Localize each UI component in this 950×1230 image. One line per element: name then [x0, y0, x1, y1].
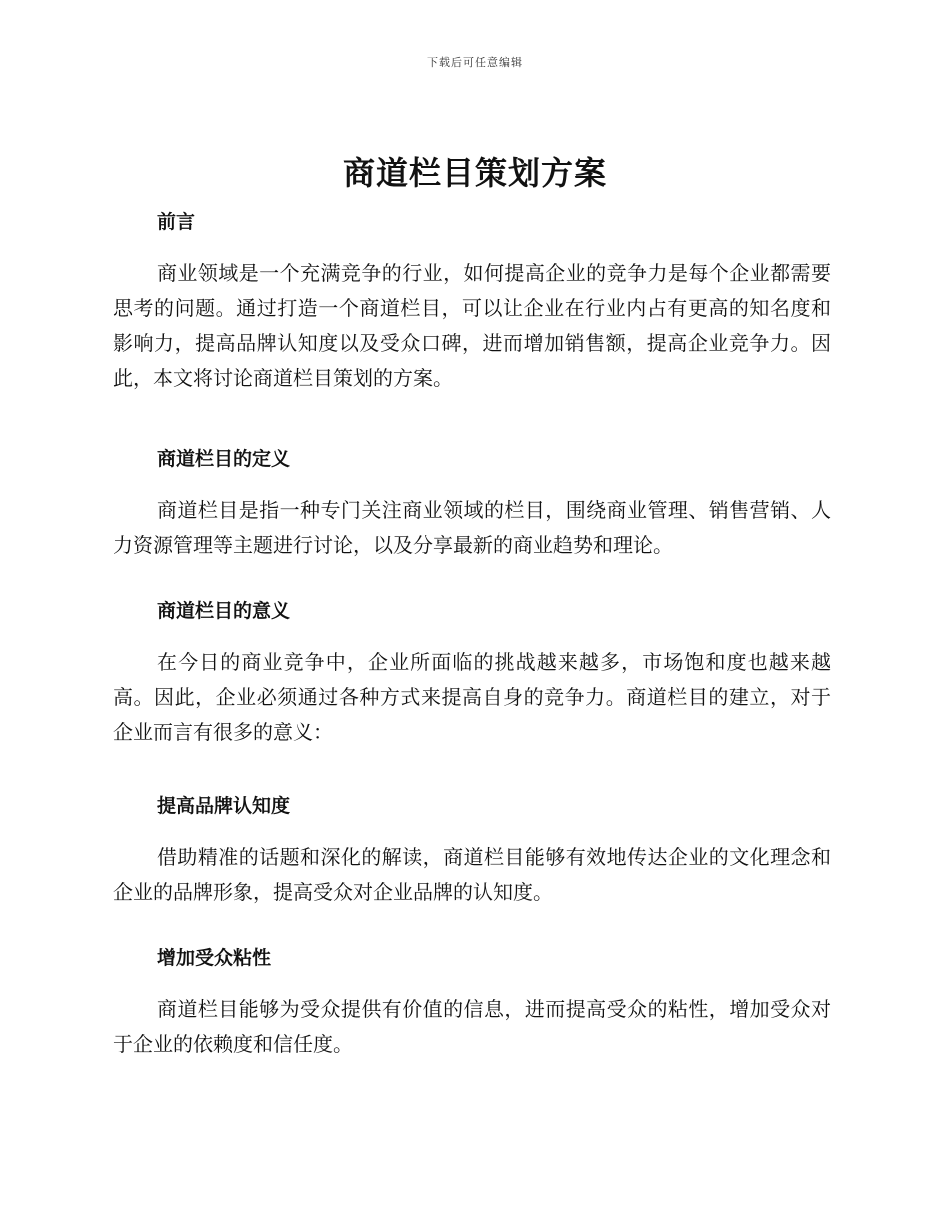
section-paragraph: 借助精准的话题和深化的解读，商道栏目能够有效地传达企业的文化理念和企业的品牌形象，提高受众对企业品牌的认知度。: [113, 845, 831, 904]
section-paragraph: 商业领域是一个充满竞争的行业，如何提高企业的竞争力是每个企业都需要思考的问题。通过打造一个商道栏目，可以让企业在行业内占有更高的知名度和影响力，提高品牌认知度以及受众口碑，进而增加销售额，提高企业竞争力。因此，本文将讨论商道栏目策划的方案。: [113, 261, 831, 390]
page-header-note: 下载后可任意编辑: [427, 56, 523, 69]
section-paragraph: 在今日的商业竞争中，企业所面临的挑战越来越多，市场饱和度也越来越高。因此，企业必须通过各种方式来提高自身的竞争力。商道栏目的建立，对于企业而言有很多的意义：: [113, 650, 831, 744]
section-heading: 商道栏目的意义: [157, 600, 291, 622]
document-title: 商道栏目策划方案: [342, 154, 607, 192]
section-paragraph: 商道栏目能够为受众提供有价值的信息，进而提高受众的粘性，增加受众对于企业的依赖度和信任度。: [113, 997, 831, 1056]
section-paragraph: 商道栏目是指一种专门关注商业领域的栏目，围绕商业管理、销售营销、人力资源管理等主题进行讨论，以及分享最新的商业趋势和理论。: [113, 498, 831, 557]
section-heading: 商道栏目的定义: [157, 448, 291, 470]
section-heading: 前言: [157, 211, 196, 233]
section-heading: 增加受众粘性: [157, 947, 272, 969]
section-heading: 提高品牌认知度: [157, 795, 291, 817]
